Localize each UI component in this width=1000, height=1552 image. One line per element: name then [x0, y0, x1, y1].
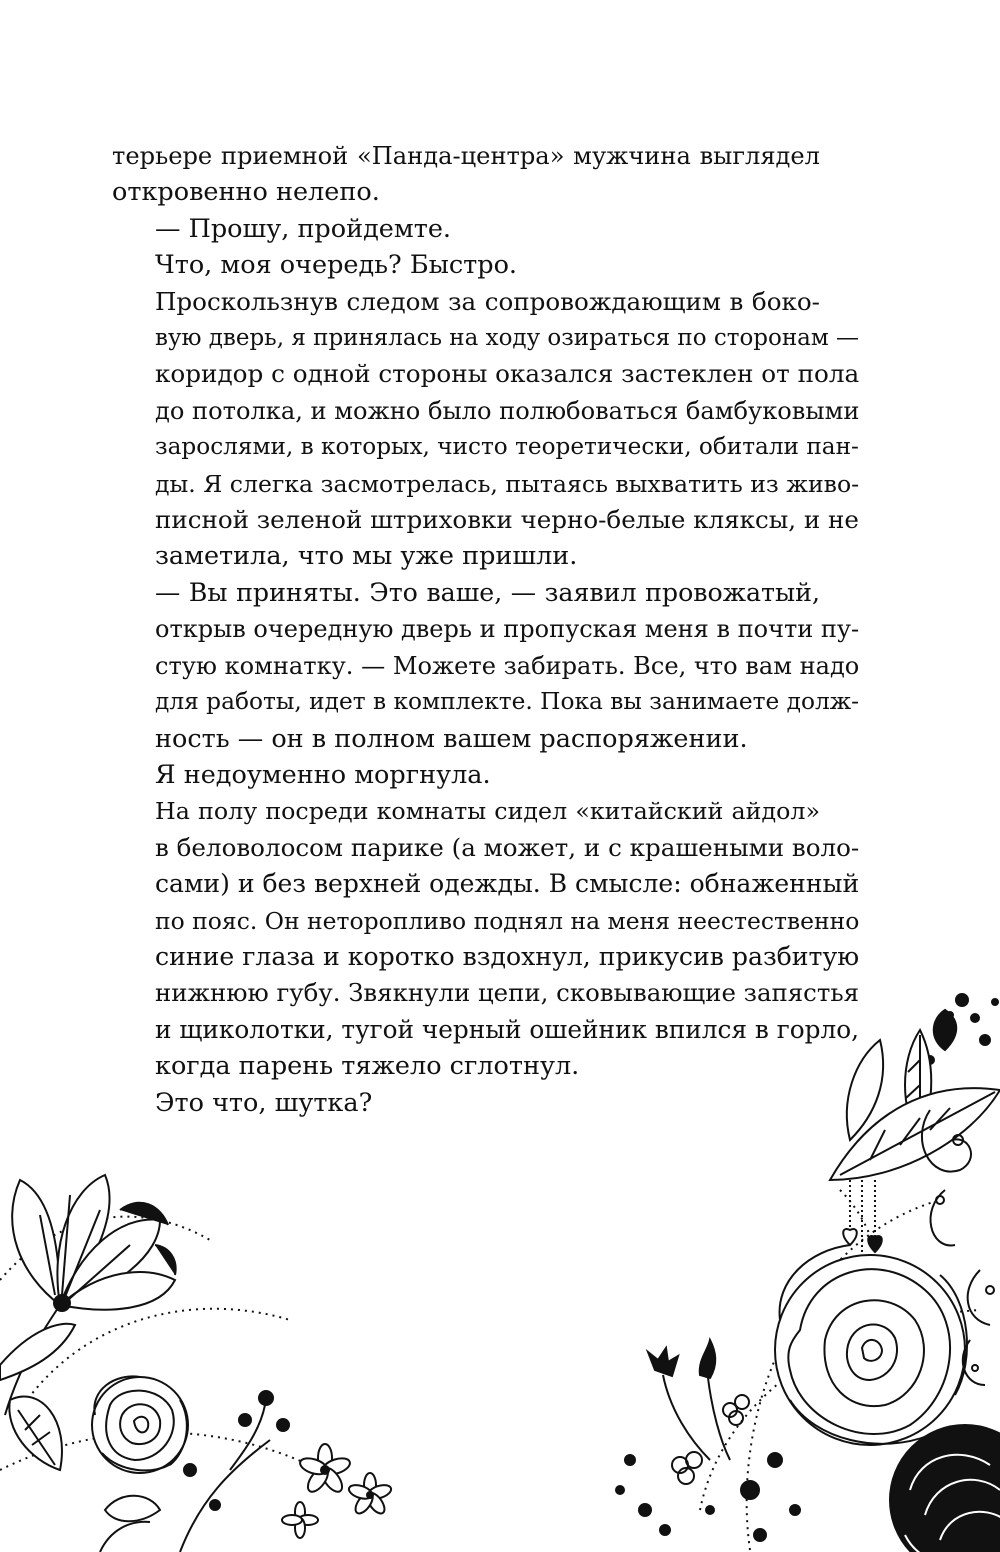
text-line: для работы, идет в комплекте. Пока вы занимаете долж-	[155, 688, 860, 716]
text-line: заметила, что мы уже пришли.	[155, 541, 578, 572]
text-line: в беловолосом парике (а может, и с крашеными воло-	[155, 832, 860, 862]
text-line: коридор с одной стороны оказался застеклен от пола	[155, 359, 860, 389]
text-line: ность — он в полном вашем распоряжении.	[155, 723, 748, 754]
text-line: и щиколотки, тугой черный ошейник впился в горло,	[155, 1014, 859, 1044]
text-line: зарослями, в которых, чисто теоретически, обитали пан-	[155, 433, 859, 461]
text-line: — Прошу, пройдемте.	[155, 213, 452, 244]
text-line: вую дверь, я принялась на ходу озираться по сторонам —	[155, 325, 860, 352]
paragraph	[112, 247, 820, 283]
text-line: сами) и без верхней одежды. В смысле: обнаженный	[155, 869, 860, 899]
floral-right-icon	[600, 990, 1000, 1552]
text-line: когда парень тяжело сглотнул.	[155, 1051, 580, 1082]
text-line: На полу посреди комнаты сидел «китайский айдол»	[155, 797, 820, 826]
paragraph	[112, 138, 820, 211]
text-line: нижнюю губу. Звякнули цепи, сковывающие запястья	[155, 978, 860, 1008]
text-line: Это что, шутка?	[155, 1087, 373, 1118]
text-line: открыв очередную дверь и пропуская меня в почти пу-	[155, 615, 860, 644]
text-line: до потолка, и можно было полюбоваться бамбуковыми	[155, 396, 860, 425]
text-line: писной зеленой штриховки черно-белые кляксы, и не	[155, 505, 859, 535]
paragraph	[112, 284, 860, 575]
text-line: Проскользнув следом за сопровождающим в боко-	[155, 286, 820, 316]
text-line: терьере приемной «Панда-центра» мужчина выглядел	[112, 142, 820, 170]
page-text	[112, 138, 860, 1121]
floral-left-icon	[0, 1170, 400, 1552]
paragraph	[112, 757, 820, 793]
paragraph	[112, 211, 820, 247]
text-line: ды. Я слегка засмотрелась, пытаясь выхватить из живо-	[155, 469, 860, 498]
paragraph	[112, 575, 860, 757]
text-line: по пояс. Он неторопливо поднял на меня неестественно	[155, 906, 860, 935]
text-line: — Вы приняты. Это ваше, — заявил провожатый,	[155, 577, 820, 607]
text-line: откровенно нелепо.	[112, 177, 380, 208]
text-line: синие глаза и коротко вздохнул, прикусив разбитую	[155, 941, 860, 971]
text-line: стую комнатку. — Можете забирать. Все, что вам надо	[155, 651, 860, 680]
text-line: Я недоуменно моргнула.	[155, 759, 491, 790]
text-line: Что, моя очередь? Быстро.	[155, 250, 518, 281]
